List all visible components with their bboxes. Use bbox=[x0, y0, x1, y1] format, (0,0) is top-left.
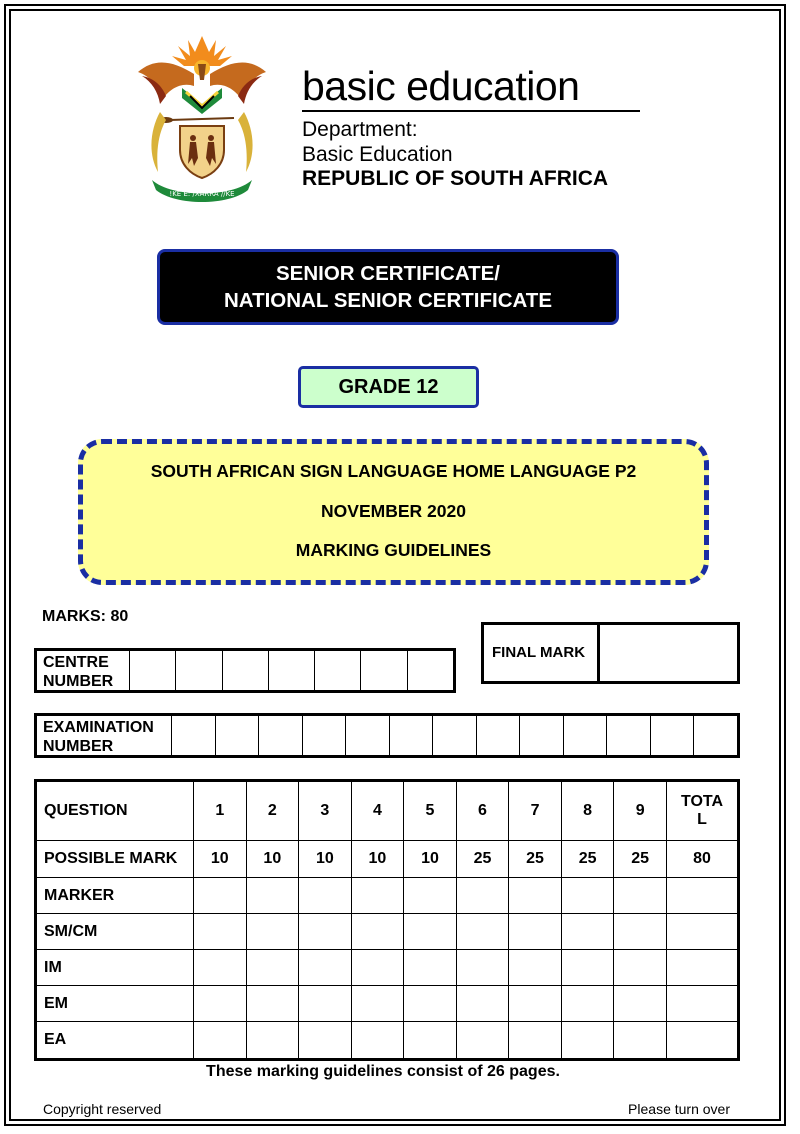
examination-number-cell[interactable] bbox=[303, 716, 347, 755]
examination-number-cell[interactable] bbox=[216, 716, 260, 755]
mark-entry-cell[interactable] bbox=[509, 950, 562, 986]
examination-number-cell[interactable] bbox=[651, 716, 695, 755]
marker-row bbox=[36, 1022, 739, 1060]
final-mark-field bbox=[481, 622, 740, 684]
mark-entry-cell[interactable] bbox=[456, 986, 509, 1022]
certificate-line-2: NATIONAL SENIOR CERTIFICATE bbox=[224, 289, 552, 312]
mark-entry-cell[interactable] bbox=[561, 950, 614, 986]
mark-entry-cell[interactable] bbox=[561, 878, 614, 914]
mark-entry-cell[interactable] bbox=[667, 1022, 739, 1060]
grade-badge: GRADE 12 bbox=[298, 366, 479, 408]
centre-number-cell[interactable] bbox=[223, 651, 269, 690]
subject-panel bbox=[78, 439, 709, 585]
mark-entry-cell[interactable] bbox=[246, 1022, 299, 1060]
mark-entry-cell[interactable] bbox=[456, 950, 509, 986]
department-label: Department: bbox=[302, 118, 418, 141]
centre-number-field bbox=[34, 648, 456, 693]
marker-row bbox=[36, 914, 739, 950]
centre-number-label: CENTRE NUMBER bbox=[37, 651, 130, 690]
mark-entry-cell[interactable] bbox=[614, 1022, 667, 1060]
examination-number-cell[interactable] bbox=[477, 716, 521, 755]
possible-mark-label: POSSIBLE MARK bbox=[36, 841, 194, 878]
mark-entry-cell[interactable] bbox=[299, 1022, 352, 1060]
centre-number-cell[interactable] bbox=[130, 651, 176, 690]
certificate-line-1: SENIOR CERTIFICATE/ bbox=[276, 262, 500, 285]
mark-entry-cell[interactable] bbox=[667, 878, 739, 914]
possible-mark-value: 10 bbox=[299, 841, 352, 878]
mark-entry-cell[interactable] bbox=[509, 1022, 562, 1060]
possible-mark-value: 25 bbox=[509, 841, 562, 878]
examination-number-cell[interactable] bbox=[346, 716, 390, 755]
marker-row bbox=[36, 986, 739, 1022]
mark-entry-cell[interactable] bbox=[351, 878, 404, 914]
copyright-notice: Copyright reserved bbox=[43, 1101, 162, 1117]
mark-entry-cell[interactable] bbox=[194, 878, 247, 914]
possible-mark-value: 25 bbox=[561, 841, 614, 878]
mark-entry-cell[interactable] bbox=[194, 950, 247, 986]
possible-mark-value: 10 bbox=[351, 841, 404, 878]
examination-number-cell[interactable] bbox=[520, 716, 564, 755]
examination-number-field bbox=[34, 713, 740, 758]
examination-number-label: EXAMINATION NUMBER bbox=[37, 716, 172, 755]
question-number: 6 bbox=[456, 781, 509, 841]
mark-entry-cell[interactable] bbox=[351, 986, 404, 1022]
examination-number-cell[interactable] bbox=[172, 716, 216, 755]
mark-entry-cell[interactable] bbox=[194, 1022, 247, 1060]
mark-entry-cell[interactable] bbox=[299, 950, 352, 986]
mark-entry-cell[interactable] bbox=[614, 878, 667, 914]
marker-row-label: EA bbox=[36, 1022, 194, 1060]
examination-number-cell[interactable] bbox=[607, 716, 651, 755]
examination-number-cell[interactable] bbox=[259, 716, 303, 755]
mark-entry-cell[interactable] bbox=[351, 950, 404, 986]
centre-number-cell[interactable] bbox=[361, 651, 407, 690]
marker-row bbox=[36, 950, 739, 986]
examination-number-cell[interactable] bbox=[433, 716, 477, 755]
mark-entry-cell[interactable] bbox=[614, 914, 667, 950]
mark-entry-cell[interactable] bbox=[351, 914, 404, 950]
question-number: 7 bbox=[509, 781, 562, 841]
turn-over-notice: Please turn over bbox=[628, 1101, 730, 1117]
examination-number-cell[interactable] bbox=[694, 716, 737, 755]
mark-entry-cell[interactable] bbox=[299, 986, 352, 1022]
mark-entry-cell[interactable] bbox=[509, 878, 562, 914]
question-header-row bbox=[36, 781, 739, 841]
possible-mark-value: 25 bbox=[614, 841, 667, 878]
total-header: TOTA L bbox=[667, 781, 739, 841]
subject-title: SOUTH AFRICAN SIGN LANGUAGE HOME LANGUAGE P2 bbox=[150, 461, 637, 481]
question-number: 3 bbox=[299, 781, 352, 841]
department-name: Basic Education bbox=[302, 143, 453, 166]
mark-entry-cell[interactable] bbox=[246, 950, 299, 986]
possible-mark-total: 80 bbox=[667, 841, 739, 878]
mark-entry-cell[interactable] bbox=[614, 950, 667, 986]
exam-session: NOVEMBER 2020 bbox=[321, 501, 466, 521]
mark-entry-cell[interactable] bbox=[194, 914, 247, 950]
final-mark-value-cell[interactable] bbox=[600, 625, 737, 681]
mark-entry-cell[interactable] bbox=[404, 1022, 457, 1060]
page-count-note: These marking guidelines consist of 26 pages. bbox=[206, 1063, 560, 1080]
marker-row-label: EM bbox=[36, 986, 194, 1022]
mark-entry-cell[interactable] bbox=[614, 986, 667, 1022]
possible-mark-row bbox=[36, 841, 739, 878]
possible-mark-value: 25 bbox=[456, 841, 509, 878]
mark-entry-cell[interactable] bbox=[561, 914, 614, 950]
mark-entry-cell[interactable] bbox=[667, 986, 739, 1022]
examination-number-cell[interactable] bbox=[564, 716, 608, 755]
marks-total-label: MARKS: 80 bbox=[42, 608, 129, 625]
mark-entry-cell[interactable] bbox=[404, 914, 457, 950]
crest-motto: !KE E: /XARRA //KE bbox=[169, 190, 235, 198]
marker-row bbox=[36, 878, 739, 914]
brand-rule bbox=[302, 110, 640, 112]
question-number: 9 bbox=[614, 781, 667, 841]
mark-entry-cell[interactable] bbox=[456, 1022, 509, 1060]
possible-mark-value: 10 bbox=[246, 841, 299, 878]
question-number: 1 bbox=[194, 781, 247, 841]
mark-entry-cell[interactable] bbox=[246, 914, 299, 950]
mark-entry-cell[interactable] bbox=[561, 986, 614, 1022]
coat-of-arms-icon bbox=[132, 30, 272, 205]
mark-entry-cell[interactable] bbox=[246, 986, 299, 1022]
mark-entry-cell[interactable] bbox=[667, 950, 739, 986]
certificate-banner bbox=[157, 249, 619, 325]
mark-entry-cell[interactable] bbox=[509, 914, 562, 950]
mark-entry-cell[interactable] bbox=[404, 986, 457, 1022]
possible-mark-value: 10 bbox=[194, 841, 247, 878]
marker-row-label: IM bbox=[36, 950, 194, 986]
question-number: 8 bbox=[561, 781, 614, 841]
examination-number-cell[interactable] bbox=[390, 716, 434, 755]
mark-entry-cell[interactable] bbox=[194, 986, 247, 1022]
mark-entry-cell[interactable] bbox=[404, 950, 457, 986]
mark-entry-cell[interactable] bbox=[299, 914, 352, 950]
question-number: 4 bbox=[351, 781, 404, 841]
marks-table bbox=[34, 779, 740, 1061]
mark-entry-cell[interactable] bbox=[667, 914, 739, 950]
centre-number-cell[interactable] bbox=[176, 651, 222, 690]
final-mark-label: FINAL MARK bbox=[484, 625, 600, 681]
mark-entry-cell[interactable] bbox=[509, 986, 562, 1022]
mark-entry-cell[interactable] bbox=[404, 878, 457, 914]
mark-entry-cell[interactable] bbox=[456, 914, 509, 950]
question-number: 5 bbox=[404, 781, 457, 841]
centre-number-cell[interactable] bbox=[269, 651, 315, 690]
centre-number-cell[interactable] bbox=[408, 651, 453, 690]
mark-entry-cell[interactable] bbox=[246, 878, 299, 914]
centre-number-cell[interactable] bbox=[315, 651, 361, 690]
marker-row-label: MARKER bbox=[36, 878, 194, 914]
document-type: MARKING GUIDELINES bbox=[295, 540, 492, 560]
marker-row-label: SM/CM bbox=[36, 914, 194, 950]
country-name: REPUBLIC OF SOUTH AFRICA bbox=[302, 167, 609, 190]
question-header-label: QUESTION bbox=[36, 781, 194, 841]
mark-entry-cell[interactable] bbox=[351, 1022, 404, 1060]
mark-entry-cell[interactable] bbox=[299, 878, 352, 914]
mark-entry-cell[interactable] bbox=[456, 878, 509, 914]
question-number: 2 bbox=[246, 781, 299, 841]
brand-title: basic education bbox=[302, 63, 580, 109]
mark-entry-cell[interactable] bbox=[561, 1022, 614, 1060]
possible-mark-value: 10 bbox=[404, 841, 457, 878]
